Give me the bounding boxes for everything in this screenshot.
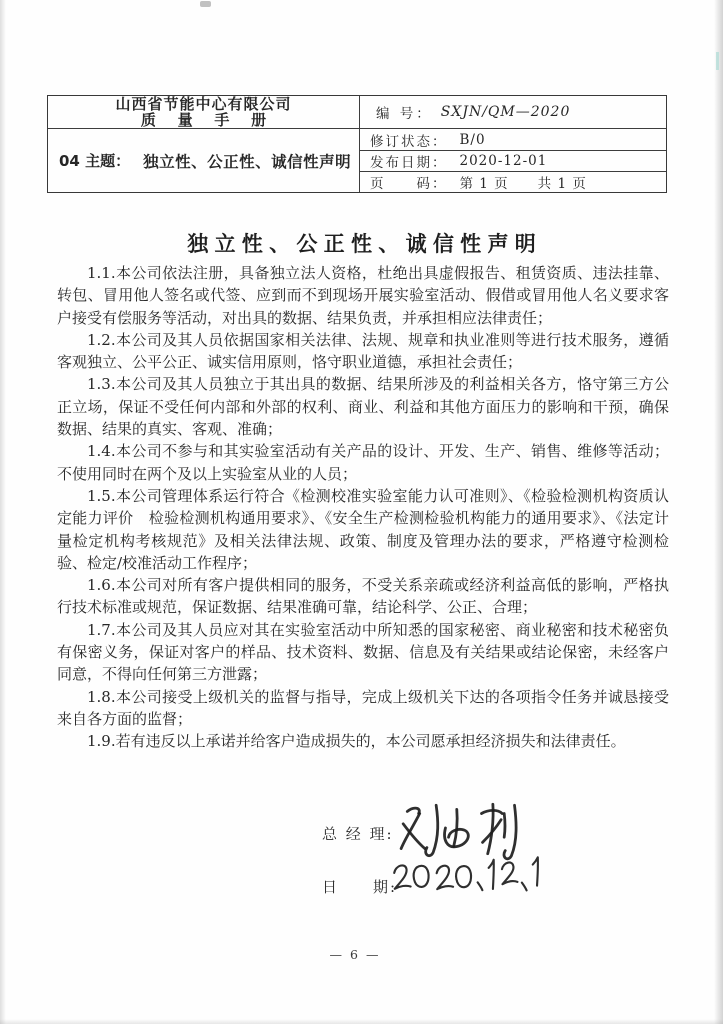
scan-edge-bottom [0,1019,723,1024]
scan-artifact-speck [200,1,211,7]
company-cell [48,96,360,129]
scan-edge-left [0,0,6,1024]
subject-cell [48,129,360,192]
revision-row [360,129,666,150]
company-name: 山西省节能中心有限公司 [115,95,292,113]
subject-label: 04 主题： [59,152,131,170]
declaration-paragraph: 1.6.本公司对所有客户提供相同的服务，不受关系亲疏或经济利益高低的影响，严格执行技术标准或规范，保证数据、结果准确可靠，结论科学、公正、合理； [57,576,669,617]
manager-signature-handwriting [397,799,531,861]
issue-date-value: 2020-12-01 [459,153,548,169]
declaration-paragraph: 1.3.本公司及其人员独立于其出具的数据、结果所涉及的利益相关各方，恪守第三方公正立场，保证不受任何内部和外部的权利、商业、利益和其他方面压力的影响和干预，确保数据、结果的真实、客观、准确； [57,375,669,439]
manual-name: 质 量 手 册 [140,111,275,129]
declaration-paragraph: 1.4.本公司不参与和其实验室活动有关产品的设计、开发、生产、销售、维修等活动；不使用同时在两个及以上实验室从业的人员； [57,442,669,483]
date-handwriting [389,855,542,899]
page-number-row [360,171,666,192]
revision-label: 修订状态： [370,133,448,150]
issue-date-label: 发布日期： [370,155,448,171]
declaration-body [57,262,669,753]
scan-edge-right [714,0,723,1024]
revision-value: B/0 [459,131,486,148]
page-title: 独立性、公正性、诚信性声明 [187,231,543,256]
declaration-paragraph: 1.1.本公司依法注册，具备独立法人资格，杜绝出具虚假报告、租赁资质、违法挂靠、转包、冒用他人签名或代签、应到而不到现场开展实验室活动、假借或冒用他人名义要求客户接受有偿服务等活动，对出具的数据、结果负责，并承担相应法律责任； [57,264,669,327]
scan-artifact-teal-mark [716,52,719,70]
doc-number-label: 编 号： [376,106,433,122]
general-manager-label: 总 经 理: [322,825,394,843]
page-number-value: 第 1 页 共 1 页 [459,176,587,192]
declaration-paragraph: 1.7.本公司及其人员应对其在实验室活动中所知悉的国家秘密、商业秘密和技术秘密负有保密义务，保证对客户的样品、技术资料、数据、信息及有关结果或结论保密，未经客户同意，不得向任何第三方泄露； [57,620,669,684]
declaration-paragraph: 1.5.本公司管理体系运行符合《检测校准实验室能力认可准则》、《检验检测机构资质认定能力评价 检验检测机构通用要求》、《安全生产检测检验机构能力的通用要求》、《法定计量检定机构考核规范》及相关法律法规、政策、制度及管理办法的要求，严格遵守检测检验、检定/校准活动工作程序； [57,486,669,572]
doc-number-cell [360,96,666,129]
declaration-paragraph: 1.8.本公司接受上级机关的监督与指导，完成上级机关下达的各项指令任务并诚恳接受来自各方面的监督； [57,687,669,728]
footer-page-number: — 6 — [329,947,381,962]
page-number-label: 页 码： [370,176,448,192]
subject-value: 独立性、公正性、诚信性声明 [143,151,352,171]
issue-date-row [360,150,666,171]
header-table [47,95,667,193]
doc-number-value: SXJN/QM—2020 [440,104,571,120]
declaration-paragraph: 1.2.本公司及其人员依据国家相关法律、法规、规章和执业准则等进行技术服务，遵循客观独立、公平公正、诚实信用原则，恪守职业道德，承担社会责任； [57,330,669,372]
date-label: 日 期: [322,878,398,896]
declaration-paragraph: 1.9.若有违反以上承诺并给客户造成损失的，本公司愿承担经济损失和法律责任。 [87,732,626,751]
